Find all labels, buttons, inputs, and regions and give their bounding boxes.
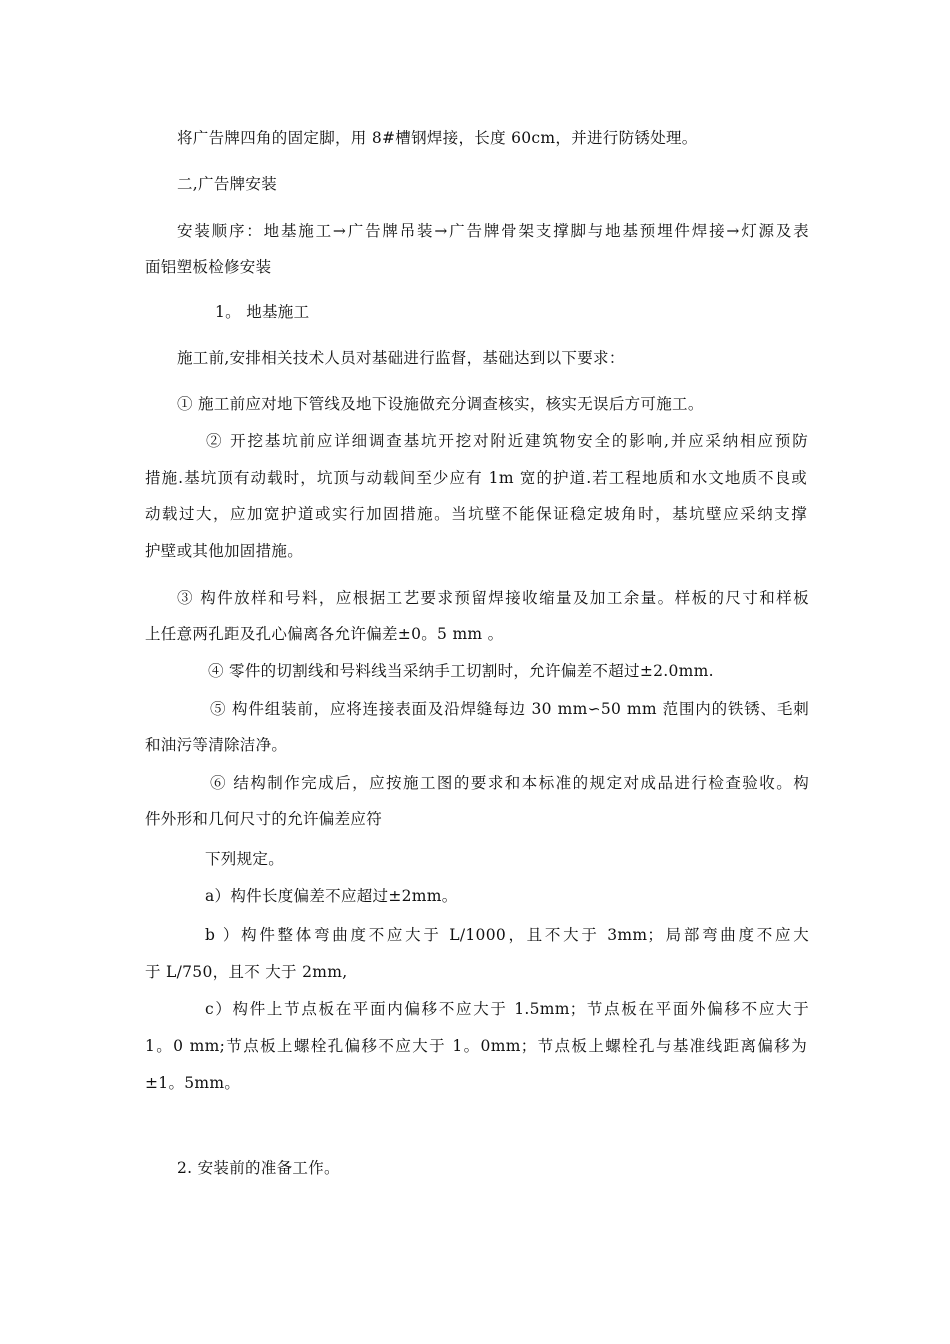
paragraph-line: 安装顺序：地基施工→广告牌吊装→广告牌骨架支撑脚与地基预埋件焊接→灯源及表 [177, 222, 809, 240]
paragraph-line: 1。0 mm;节点板上螺栓孔偏移不应大于 1。0mm；节点板上螺栓孔与基准线距离偏移为 [145, 1037, 807, 1055]
paragraph-line: ±1。5mm。 [145, 1074, 241, 1092]
paragraph-line: 面铝塑板检修安装 [145, 258, 272, 276]
paragraph-line: 施工前,安排相关技术人员对基础进行监督，基础达到以下要求： [177, 349, 625, 367]
paragraph-line: 护壁或其他加固措施。 [145, 542, 304, 560]
list-item: a）构件长度偏差不应超过±2mm。 [205, 887, 458, 905]
subsection-heading: 1。 地基施工 [215, 303, 310, 321]
list-item: ④ 零件的切割线和号料线当采纳手工切割时，允许偏差不超过±2.0mm. [208, 662, 714, 680]
paragraph-line: 于 L/750，且不 大于 2mm, [145, 963, 348, 981]
paragraph-line: 上任意两孔距及孔心偏离各允许偏差±0。5 mm 。 [145, 625, 504, 643]
list-item: ⑥ 结构制作完成后，应按施工图的要求和本标准的规定对成品进行检查验收。构 [210, 774, 809, 792]
paragraph-line: 动载过大，应加宽护道或实行加固措施。当坑壁不能保证稳定坡角时，基坑壁应采纳支撑 [145, 505, 807, 523]
section-heading: 二,广告牌安装 [177, 175, 278, 193]
paragraph-line: 件外形和几何尺寸的允许偏差应符 [145, 810, 383, 828]
paragraph-line: 下列规定。 [205, 850, 285, 868]
list-item: ⑤ 构件组装前，应将连接表面及沿焊缝每边 30 mm∽50 mm 范围内的铁锈、毛刺 [210, 700, 809, 718]
paragraph-line: 措施.基坑顶有动载时，坑顶与动载间至少应有 1m 宽的护道.若工程地质和水文地质不良或 [145, 469, 807, 487]
list-item: ③ 构件放样和号料，应根据工艺要求预留焊接收缩量及加工余量。样板的尺寸和样板 [177, 589, 809, 607]
list-item: c）构件上节点板在平面内偏移不应大于 1.5mm；节点板在平面外偏移不应大于 [205, 1000, 809, 1018]
list-item: ② 开挖基坑前应详细调查基坑开挖对附近建筑物安全的影响,并应采纳相应预防 [206, 432, 808, 450]
paragraph-line: 将广告牌四角的固定脚，用 8#槽钢焊接，长度 60cm，并进行防锈处理。 [177, 129, 698, 147]
paragraph-line: 和油污等清除洁净。 [145, 736, 288, 754]
subsection-heading: 2. 安装前的准备工作。 [177, 1159, 340, 1177]
list-item: ① 施工前应对地下管线及地下设施做充分调查核实，核实无误后方可施工。 [177, 395, 704, 413]
list-item: b ）构件整体弯曲度不应大于 L/1000，且不大于 3mm；局部弯曲度不应大 [205, 926, 809, 944]
